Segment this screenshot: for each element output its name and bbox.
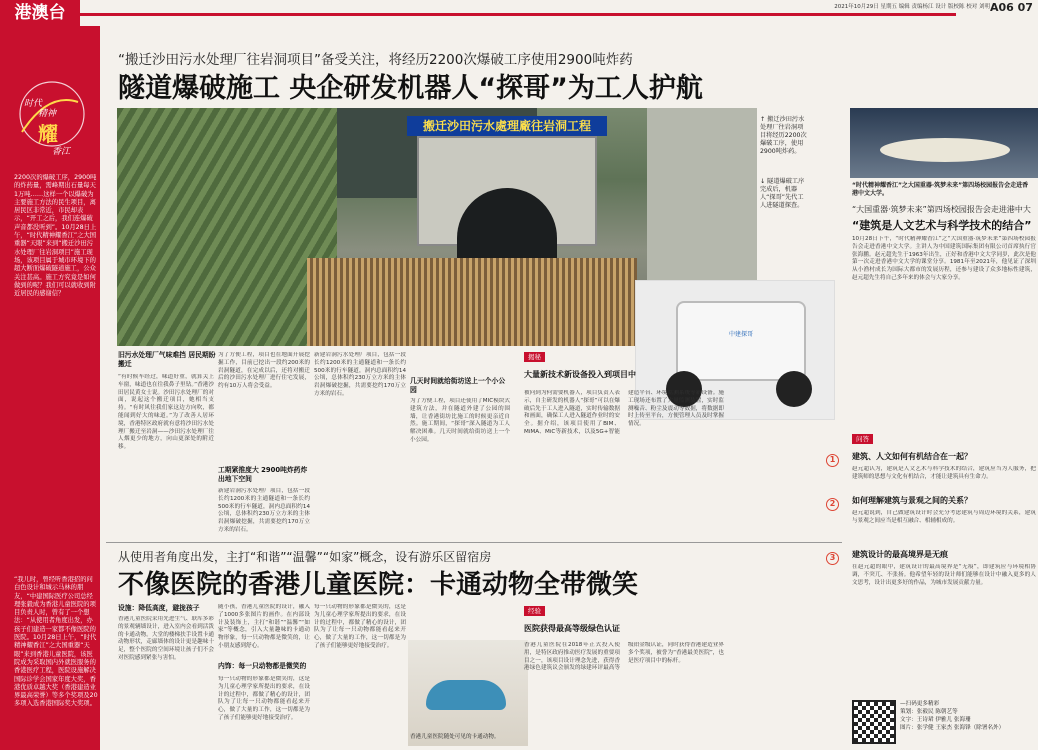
- story1-headline: 隧道爆破施工 央企研发机器人“探哥”为工人护航: [118, 73, 703, 104]
- masthead-info: 2021年10月29日 星期五 编辑 责编杨江 设计 版校陈 校对 刘明: [834, 4, 990, 10]
- left-sidebar: [0, 26, 100, 750]
- sidebar-intro-2: “我儿时，曾经听香港招的问白色设计和城示马林的朋友，“中建国际医疗公司总经理张毅成为香港儿童医院的项目负责人时，曾有了一个想法：“从使用者角度出发，办孩子们建造一家都不像医院的医院。10月28日上午，“时代精神耀香江”之大国重器“天眼”来到香港儿童医院，该医院成为采取国内外就医服务的香港医疗工程，医院设施解决国际诊学会国家年度大奖，香港优质卓越大奖（香港建造业界最高荣誉）等多个奖项及20多项入选香港国际奖大奖项。: [14, 576, 98, 708]
- logo-text-4: 香江: [52, 147, 71, 157]
- logo-text-1: 时代: [24, 99, 43, 109]
- story2-photo-caption: 香港儿童医院随处可见的卡通动物。: [410, 734, 500, 740]
- logo-text-2: 精神: [38, 109, 57, 119]
- campaign-logo: [8, 72, 88, 160]
- story2-section-c-body-cont: 每一只动物的形象都是微笑的，这是为儿童心理学家所提出的要求，在设计的过程中，都做了精心的设计，团队为了让每一只动物都能看起来开心，做了大量的工作，这一切都是为了孩子们能够更好地接受治疗。: [314, 604, 406, 649]
- masthead-rule: [80, 13, 956, 16]
- story3-body: 10月28日下午，“时代精神耀香江”之“大国重器·筑梦未来”第四场校园报告会走进香港中文大学。主讲人为中国建筑国际集团有限公司首席执行官张海鹏。赵元超先生于1963年出生，正好和香港中文大学同岁，此次是他第一次走进香港中文大学的课堂分享。1981年至2021年，他见证了深圳从小渔村成长为国际大都市的发展历程，还参与建设了众多地标性建筑，赵元超先生将自己多年来的体会与大家分享。: [852, 236, 1036, 281]
- project-banner: 搬迁沙田污水處理廠往岩洞工程: [407, 116, 607, 136]
- story2-section-b-body: 随小孩，香港儿童医院的设计，融入了1000多张图片的画作。在内部设计及装饰上，主打“和谐”“温馨”“如家”等概念，引入大量趣味的卡通动物形象，每一只动物都是微笑的，让小朋友感到舒心。: [218, 604, 310, 649]
- story3-photo-caption: “时代精神耀香江”之大国重器·筑梦未来”第四场校园报告会走进香港中文大学。: [852, 182, 1029, 198]
- hillside-vegetation: [117, 108, 337, 346]
- story1-section-b-body-cont: 新建岩洞污水处理厂项目，包括一段长约1200米的主通隧道和一条长约500米的行车隧道，洞内总面积约14公顷，总体积约230万立方米的主体岩洞爆破挖掘，共需要挖约170万立方米的岩石。: [314, 352, 406, 397]
- qa-answer-2: 赵元超说到，自己做建筑设计时会充分考虑建筑与周边环境的关系，建筑与景观之间应当是相互融合、相辅相成的。: [852, 510, 1036, 524]
- cartoon-whale: [426, 680, 506, 710]
- story2-kicker: 从使用者角度出发，主打“和谐”“温馨”“如家”概念，设有游乐区留宿房: [118, 550, 492, 564]
- qa-question-1: 建筑、人文如何有机结合在一起？: [852, 452, 972, 461]
- robot-body: [676, 301, 806, 381]
- story2-section-b-title: 内饰：每一只动物都是微笑的: [218, 662, 307, 670]
- story1-side-title: 大量新技术新设备投入到项目中: [524, 370, 636, 379]
- section-tag: 港澳台: [0, 0, 80, 26]
- story1-kicker: “搬迁沙田污水处理厂往岩洞项目”备受关注，将经历2200次爆破工序使用2900吨炸药: [118, 52, 633, 68]
- credits-line-4: 图片：张学健 王家杰 张海锋（除署名外）: [900, 725, 1005, 731]
- story1-section-b-title: 工期紧推度大 2900吨炸药炸出地下空间: [218, 466, 308, 483]
- qa-number-2: 2: [826, 498, 839, 511]
- photo-caption-2: ↓ 隧道爆破工序完成后，机器人“探哥”先代工人进隧道探查。: [760, 178, 805, 210]
- qa-number-3: 3: [826, 552, 839, 565]
- section-divider: [106, 542, 842, 543]
- photo-caption-1: ↑ 搬迁沙田污水处理厂往岩洞项目将经历2200次爆破工序，使用2900吨炸药。: [760, 116, 807, 156]
- lecture-photo: [850, 108, 1038, 178]
- story1-mid-body: 为了方便工程，项目也在地面开展挖掘工作，目前已挖出一段约200米的岩洞隧道，在完成以后，还将对搬迁后的沙田污水处理厂进行住宅发展，约有10万人将会受益。: [218, 352, 310, 390]
- hospital-photo: [408, 640, 528, 746]
- construction-site: [307, 258, 637, 346]
- qa-answer-3: 在赵元超的眼中，建筑设计的最高境界是“无痕”，即建筑应与环境相协调，不突兀、不张扬。他希望年轻的设计师们能够在设计中融入更多的人文思考，设计出更多好的作品，为城市发展贡献力量。: [852, 564, 1036, 586]
- credits-line-3: 文字：王诗珺 伊雅儿 张海珊: [900, 717, 971, 723]
- qr-code[interactable]: [852, 700, 896, 744]
- robot-wheel-right: [776, 371, 812, 407]
- qa-tag: 问答: [852, 434, 873, 444]
- story1-side-tag: 揭秘: [524, 352, 545, 362]
- story3-kicker: “大国重器·筑梦未来”第四场校园报告会走进港中大: [852, 205, 1031, 214]
- story2-section-a-body: 香港儿童医院采用先进生气、联库多彩的景观辆墙设计，进入室内会看到活泼的卡通动物。大堂的楼梯扶手设置卡通动物形状，走廊墙体的设计更是趣味十足，整个医院的空间环境让孩子们不会对医院感到紧张与害怕。: [118, 616, 214, 661]
- story2-exp-title: 医院获得最高等级绿色认证: [524, 624, 620, 633]
- story2-exp-body: 香港儿童医院在2018年正式投入使用，是特区政府推动医疗发展的重要项目之一，该项目设计理念先进，获得香港绿色建筑议会颁发的绿建环评最高等级铂金级认证，同时获得香港建造业界多个奖项，被誉为“香港最美医院”，也是医疗项目中的标杆。: [524, 642, 724, 672]
- qa-question-2: 如何理解建筑与景观之间的关系？: [852, 496, 972, 505]
- lecture-hall-table: [880, 138, 1010, 162]
- story2-section-a-title: 设施：降低高度，避拢孩子: [118, 604, 200, 612]
- logo-text-3: 耀: [38, 122, 58, 146]
- credits-line-1: —扫码更多精彩: [900, 701, 940, 707]
- story2-headline: 不像医院的香港儿童医院：卡通动物全带微笑: [118, 570, 639, 600]
- credits: [900, 700, 1036, 732]
- story1-section-b-body: 新建岩洞污水处理厂项目，包括一段长约1200米的主通隧道和一条长约500米的行车隧道，洞内总面积约14公顷，总体积约230万立方米的主体岩洞爆破挖掘，共需要挖约170万立方米的岩石。: [218, 488, 310, 533]
- qa-answer-1: 赵元超认为，建筑是人文艺术与科学技术的结合，建筑应当为人服务，把建筑师的思想与文化有机结合，才能让建筑具有生命力。: [852, 466, 1036, 480]
- credits-line-2: 策划：张毅民 陈朝艺等: [900, 709, 958, 715]
- story1-side-body: 被问到为何需要机器人，项目负责人表示，自主研发的机器人“探哥”可以在爆破后先于工人进入隧道，实时传输数据和画面，确保工人进入隧道作业时的安全。据介绍，该项目使用了BIM、MiMA、MiC等新技术，以及5G+智能建造平台、环境监测系统等新设备。施工现场还布置了大量监测装置，实时监测噪音、粉尘及震动等数据，将数据即时上传至平台，方便管理人员及时掌握情况。: [524, 390, 724, 435]
- qa-number-1: 1: [826, 454, 839, 467]
- qa-question-3: 建筑设计的最高境界是无痕: [852, 550, 948, 559]
- page-number: A06 07: [990, 1, 1033, 14]
- story3-headline: “建筑是人文艺术与科学技术的结合”: [852, 219, 1032, 232]
- sidebar-intro-1: 2200次的爆破工序，2900吨的炸药量，需峰期出石量每天1万吨……这样一个以爆破为主要施工方法的民生项目，离居民区非常近，市民却表示，“开工之后，我们连爆破声音都没听到”。10月28日上午，“时代精神耀香江”之大国重器“天眼”来到“搬迁沙田污水处理厂往岩洞项目”施工现场，该项目属于城市环境下的超大断面爆破隧道施工，公众关注甚高。施工方究竟是如何做到的呢？我们可以就收到附近居民的感谢信？: [14, 174, 97, 298]
- story2-exp-tag: 经验: [524, 606, 545, 616]
- story1-section-c-title: 几天时间就给街坊送上一个小公园: [410, 377, 506, 394]
- story1-section-a-title: 旧污水处理厂气味难挡 居民期盼搬迁: [118, 351, 216, 368]
- robot-label: 中建探哥: [728, 331, 753, 338]
- story2-section-c-body: 每一只动物的形象都是微笑的，这是为儿童心理学家所提出的要求，在设计的过程中，都做了精心的设计，团队为了让每一只动物都能看起来开心，做了大量的工作，这一切都是为了孩子们能够更好地接受治疗。: [218, 676, 310, 721]
- story1-section-a-body: “有时候车经过，味道好重，就算关上车窗，味道也在往我鼻子里钻。”香港沙田居民黄女士说。沙田污水处理厂的对面，说起这个搬迁项目，她相当支持。“有时风往我们家这边方向吹，都能闻到好大的味道。”为了改善人居环境，香港特区政府就有意将沙田污水处理厂搬迁至岩洞——沙田污水处理厂往人烟更少的地方，向山更深处的附近移。: [118, 374, 214, 451]
- story1-section-c-body: 为了方便工程，项目还使用了MIC模块式建筑方法，并在隧道外建了公园的围墙，让香港街坊比施工的时候更亲近自然。施工期间，“探哥”深入隧道为工人解决困难。几天时间就给街坊送上一个小公园。: [410, 398, 510, 443]
